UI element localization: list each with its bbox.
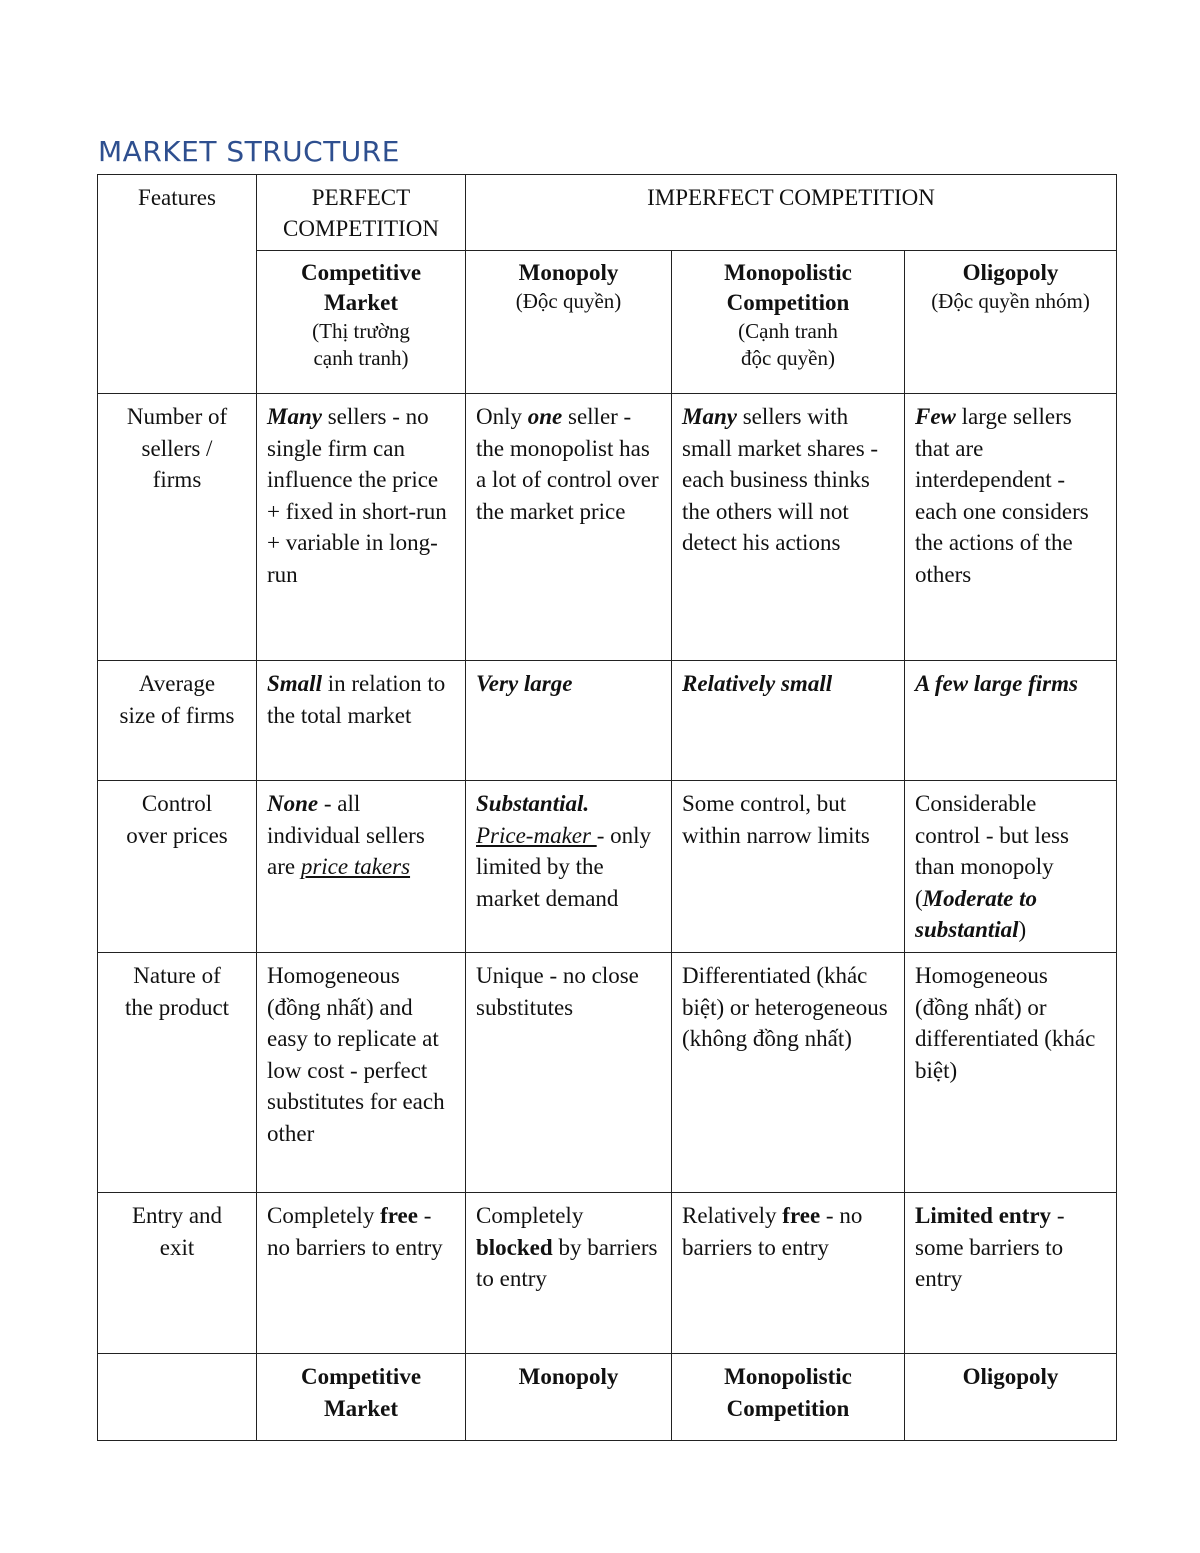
cell-competitive: Homogeneous (đồng nhất) and easy to replicate at low cost - perfect substitutes for each other xyxy=(257,953,466,1193)
row-nature-of-product xyxy=(98,953,1117,1193)
cell-monopoly: Substantial. Price-maker - only limited by the market demand xyxy=(466,781,672,953)
feature-label: Nature of the product xyxy=(98,953,257,1193)
feature-label: Number of sellers / firms xyxy=(98,394,257,661)
row-average-size xyxy=(98,661,1117,781)
competitive-market-header: Competitive Market (Thị trường cạnh tranh) xyxy=(257,251,466,394)
row-control-over-prices xyxy=(98,781,1117,953)
row-number-of-sellers xyxy=(98,394,1117,661)
cell-competitive: Many sellers - no single firm can influence the price + fixed in short-run + variable in long-run xyxy=(257,394,466,661)
cell-oligopoly: Considerable control - but less than monopoly (Moderate to substantial) xyxy=(905,781,1117,953)
feature-label: Entry and exit xyxy=(98,1193,257,1354)
page-title: MARKET STRUCTURE xyxy=(98,135,400,168)
market-structure-table xyxy=(97,174,1117,1441)
cell-monopolistic: Many sellers with small market shares - each business thinks the others will not detect his actions xyxy=(672,394,905,661)
footer-row xyxy=(98,1354,1117,1441)
cell-oligopoly: Homogeneous (đồng nhất) or differentiated (khác biệt) xyxy=(905,953,1117,1193)
cell-monopolistic: Relatively small xyxy=(672,661,905,781)
cell-monopoly: Unique - no close substitutes xyxy=(466,953,672,1193)
cell-monopoly: Very large xyxy=(466,661,672,781)
features-header: Features xyxy=(98,175,257,394)
footer-monopoly: Monopoly xyxy=(466,1354,672,1441)
cell-monopolistic: Differentiated (khác biệt) or heterogeneous (không đồng nhất) xyxy=(672,953,905,1193)
cell-monopolistic: Relatively free - no barriers to entry xyxy=(672,1193,905,1354)
cell-competitive: Small in relation to the total market xyxy=(257,661,466,781)
cell-monopoly: Completely blocked by barriers to entry xyxy=(466,1193,672,1354)
cell-competitive: None - all individual sellers are price takers xyxy=(257,781,466,953)
feature-label: Control over prices xyxy=(98,781,257,953)
cell-oligopoly: Few large sellers that are interdependent - each one considers the actions of the others xyxy=(905,394,1117,661)
cell-monopolistic: Some control, but within narrow limits xyxy=(672,781,905,953)
monopoly-header: Monopoly (Độc quyền) xyxy=(466,251,672,394)
footer-monopolistic-competition: Monopolistic Competition xyxy=(672,1354,905,1441)
header-row-top xyxy=(98,175,1117,251)
row-entry-and-exit xyxy=(98,1193,1117,1354)
cell-competitive: Completely free - no barriers to entry xyxy=(257,1193,466,1354)
footer-oligopoly: Oligopoly xyxy=(905,1354,1117,1441)
oligopoly-header: Oligopoly (Độc quyền nhóm) xyxy=(905,251,1117,394)
footer-competitive-market: Competitive Market xyxy=(257,1354,466,1441)
footer-empty-cell xyxy=(98,1354,257,1441)
cell-oligopoly: A few large firms xyxy=(905,661,1117,781)
monopolistic-competition-header: Monopolistic Competition (Cạnh tranh độc quyền) xyxy=(672,251,905,394)
perfect-competition-header: PERFECT COMPETITION xyxy=(257,175,466,251)
imperfect-competition-header: IMPERFECT COMPETITION xyxy=(466,175,1117,251)
cell-monopoly: Only one seller - the monopolist has a lot of control over the market price xyxy=(466,394,672,661)
cell-oligopoly: Limited entry - some barriers to entry xyxy=(905,1193,1117,1354)
feature-label: Average size of firms xyxy=(98,661,257,781)
